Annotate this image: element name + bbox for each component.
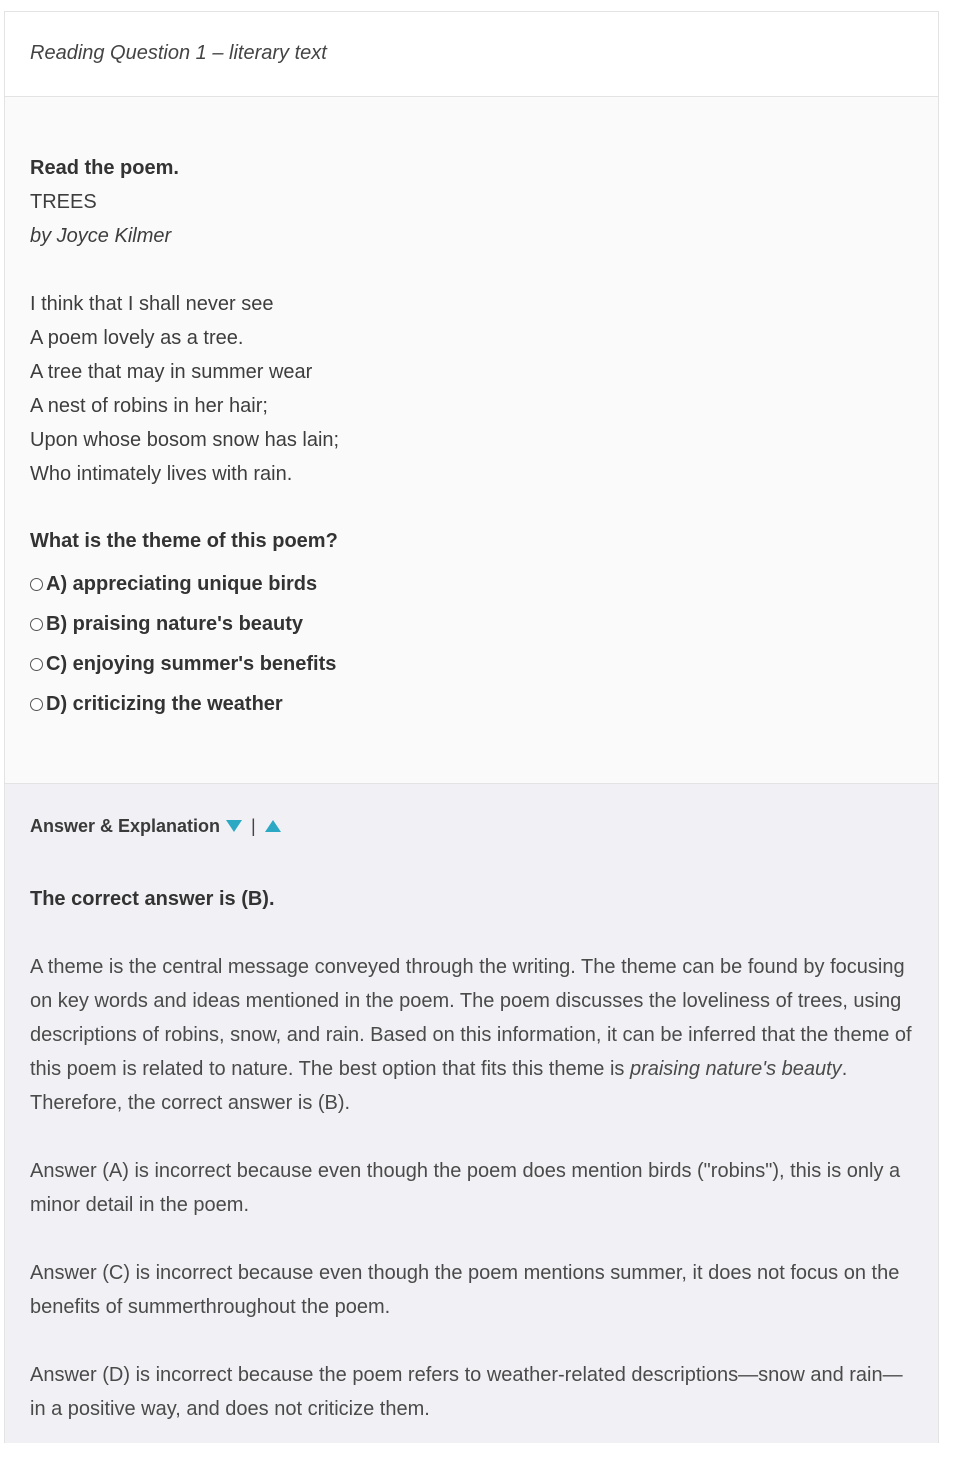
option-c[interactable] — [30, 644, 913, 684]
answer-toggle — [30, 814, 913, 838]
poem-title: TREES — [30, 191, 97, 213]
incorrect-d-explanation: Answer (D) is incorrect because the poem refers to weather-related descriptions—snow and rain—in a positive way, and does not criticize them. — [30, 1364, 903, 1420]
answer-options — [30, 564, 913, 724]
incorrect-a-explanation: Answer (A) is incorrect because even though the poem does mention birds ("robins"), this is only a minor detail in the poem. — [30, 1160, 901, 1216]
incorrect-c-explanation: Answer (C) is incorrect because even though the poem mentions summer, it does not focus on the benefits of summerthroughout the poem. — [30, 1262, 900, 1318]
option-b[interactable] — [30, 604, 913, 644]
question-header-title: Reading Question 1 – literary text — [30, 42, 327, 64]
answer-toggle-label[interactable]: Answer & Explanation — [30, 815, 221, 836]
option-b-radio[interactable] — [30, 618, 43, 631]
expand-triangle-icon[interactable] — [226, 820, 242, 832]
passage-instruction: Read the poem. — [30, 157, 179, 179]
correct-answer: The correct answer is (B). — [30, 888, 275, 910]
option-d[interactable] — [30, 684, 913, 724]
toggle-separator: | — [251, 815, 256, 836]
answer-section — [5, 784, 938, 1443]
option-d-radio[interactable] — [30, 698, 43, 711]
option-a[interactable] — [30, 564, 913, 604]
collapse-triangle-icon[interactable] — [265, 820, 281, 832]
poem-line: A tree that may in summer wear — [30, 361, 313, 383]
poem-line: A poem lovely as a tree. — [30, 327, 244, 349]
explanation-text-2: . Therefore, the correct answer is (B). — [30, 1058, 848, 1114]
explanation-text-1: A theme is the central message conveyed through the writing. The theme can be found by focusing on key words and ideas mentioned in the poem. The poem discusses the loveliness of trees, using descriptions of robins, snow, and rain. Based on this information, it can be inferred that the theme of this poem is related to nature. The best option that fits this theme is — [30, 956, 912, 1080]
question-text: What is the theme of this poem? — [30, 530, 338, 552]
poem-author: by Joyce Kilmer — [30, 225, 172, 247]
question-header — [5, 12, 938, 97]
poem-line: Upon whose bosom snow has lain; — [30, 429, 340, 451]
option-d-label: D) criticizing the weather — [46, 692, 283, 715]
option-a-radio[interactable] — [30, 578, 43, 591]
option-b-label: B) praising nature's beauty — [46, 612, 304, 635]
question-body — [5, 97, 938, 784]
poem-line: I think that I shall never see — [30, 293, 274, 315]
question-card — [4, 11, 939, 1443]
option-c-radio[interactable] — [30, 658, 43, 671]
poem-line: A nest of robins in her hair; — [30, 395, 268, 417]
poem-line: Who intimately lives with rain. — [30, 463, 293, 485]
option-a-label: A) appreciating unique birds — [46, 572, 318, 595]
option-c-label: C) enjoying summer's benefits — [46, 652, 337, 675]
explanation-paragraph — [30, 950, 913, 1120]
explanation-emphasis: praising nature's beauty — [629, 1058, 842, 1080]
